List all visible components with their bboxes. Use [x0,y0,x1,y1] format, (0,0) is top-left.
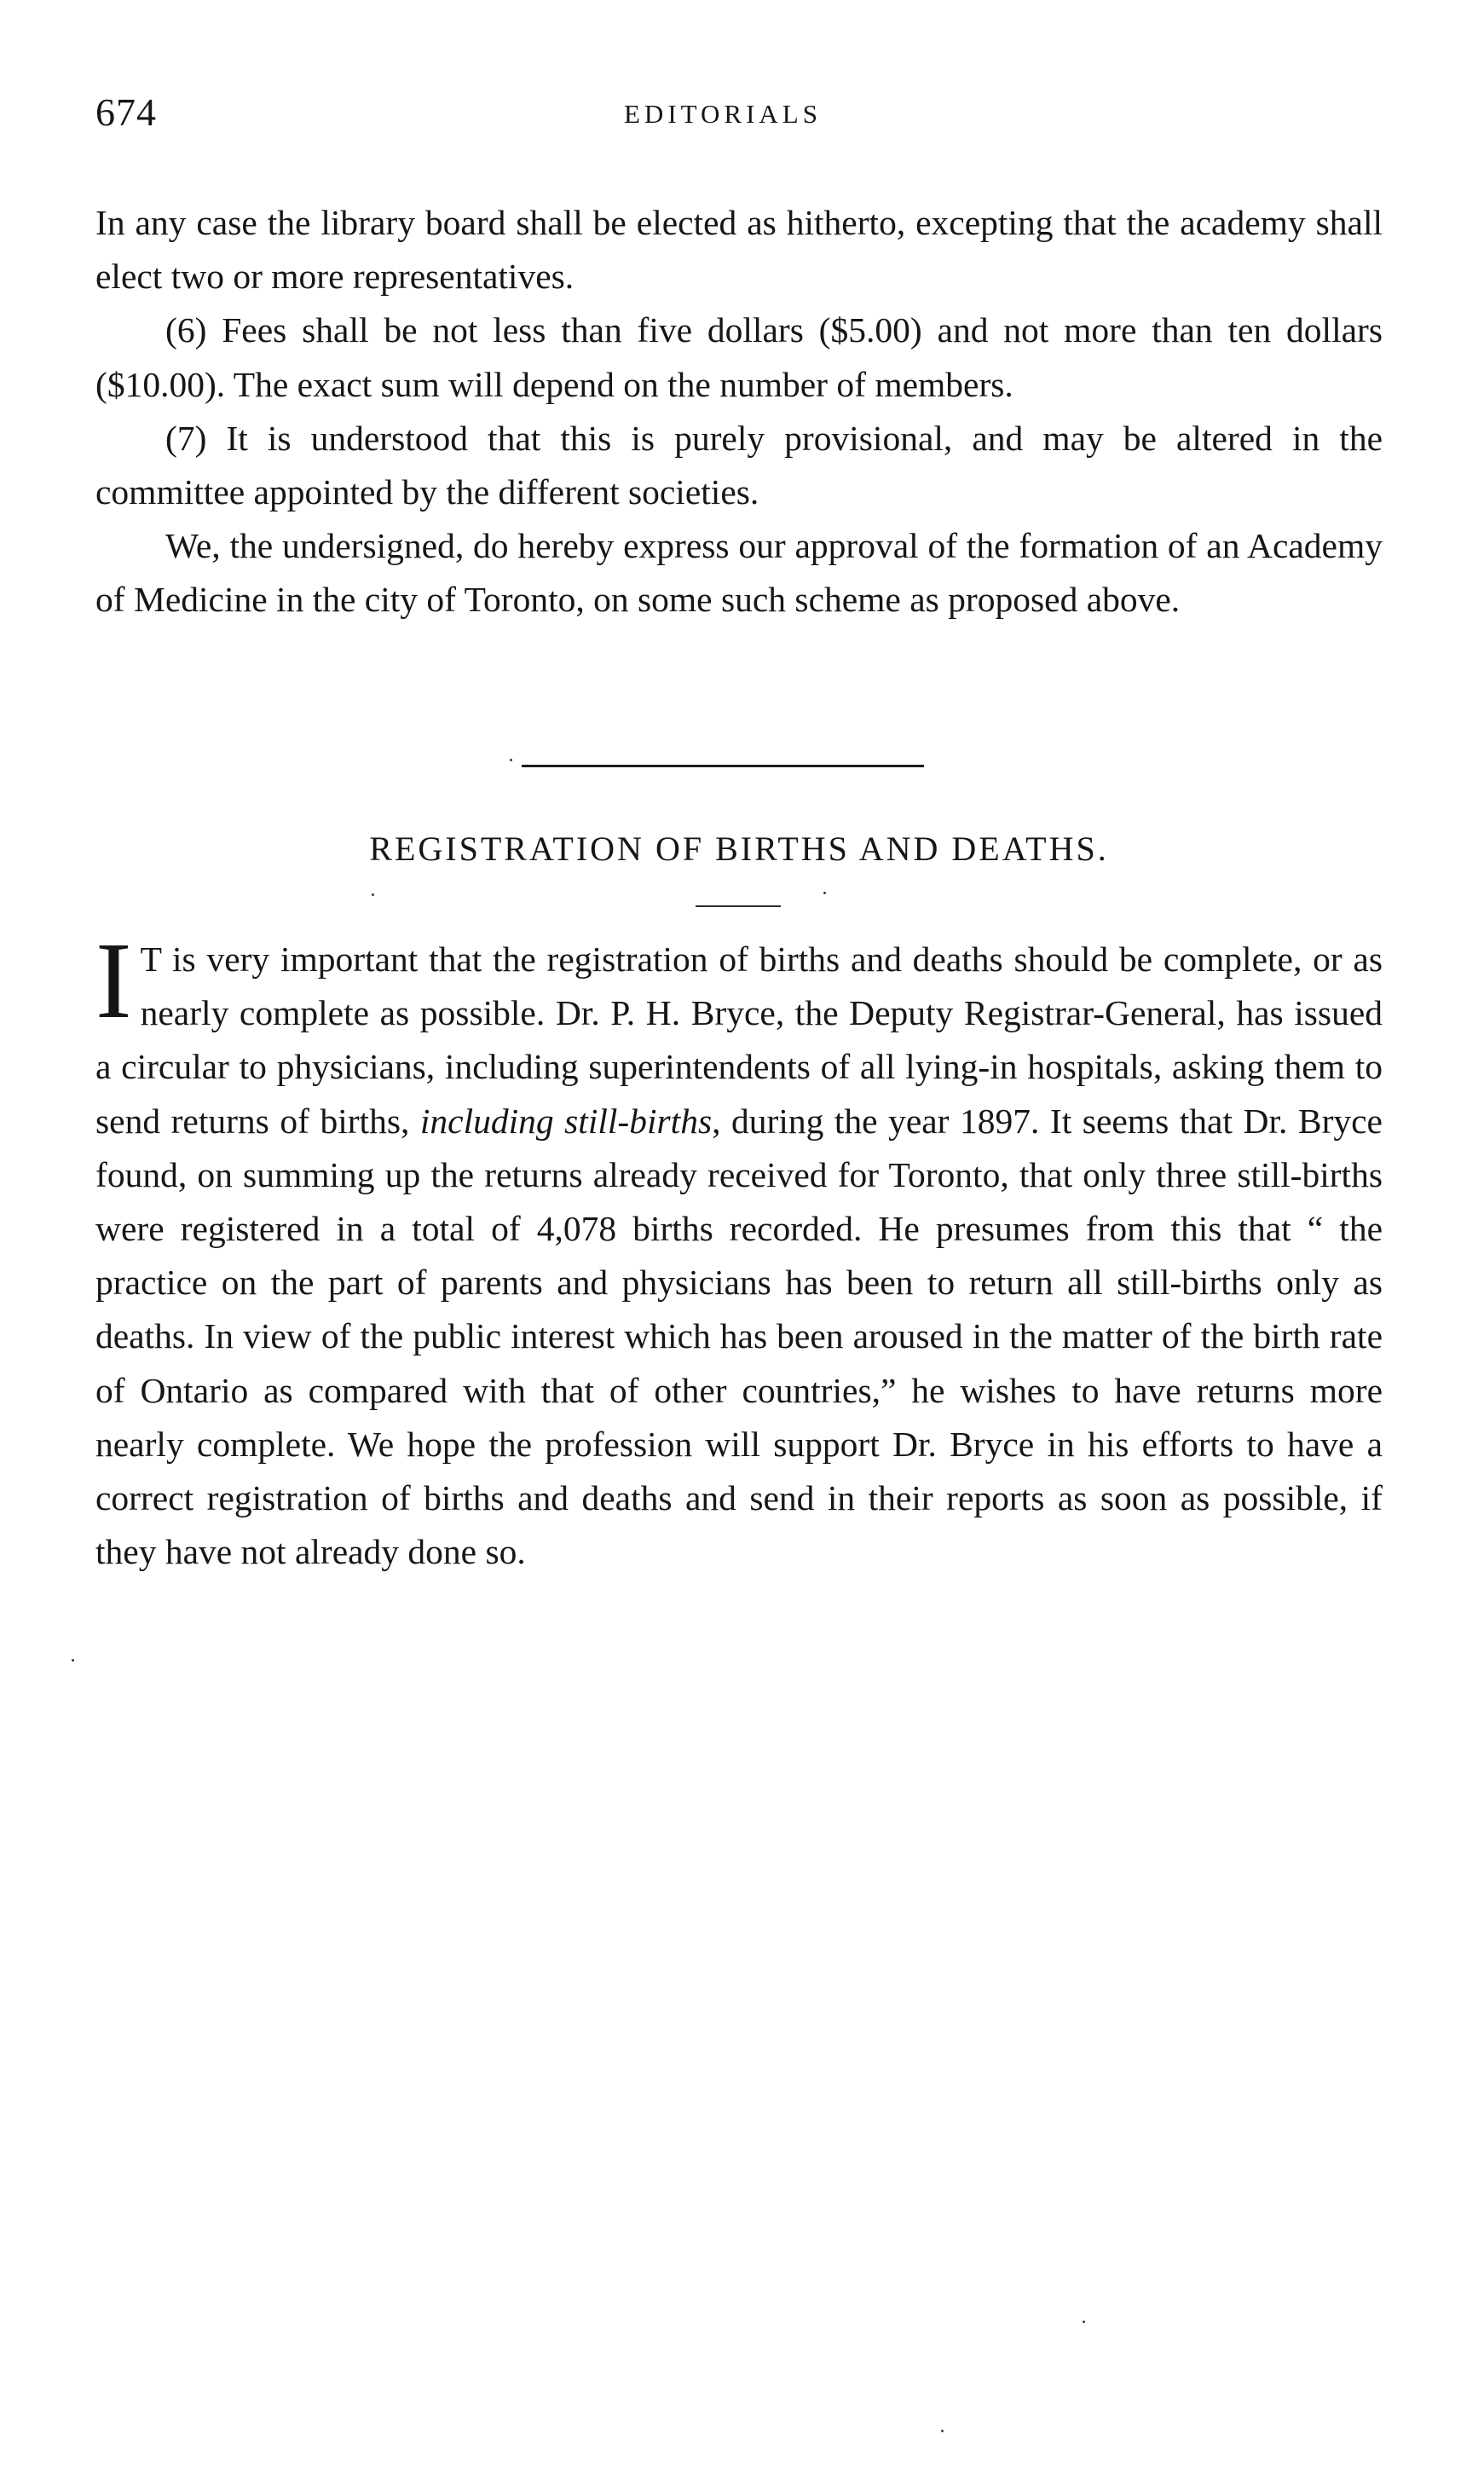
print-speck [510,759,512,761]
italic-phrase: including still-births [419,1101,713,1141]
print-speck [72,1659,74,1662]
registration-article [95,920,1383,1579]
heading-underline-rule [696,905,781,907]
running-title: EDITORIALS [624,99,822,129]
paragraph-provisional: (7) It is understood that this is purely provisional, and may be altered in the committee appointed by the different societies. [95,418,1383,512]
print-speck [1083,2321,1085,2323]
section-divider-rule [522,765,924,767]
continued-text-block [95,196,1383,627]
dropcap-letter: I [95,920,132,1041]
paragraph-fees: (6) Fees shall be not less than five dollars ($5.00) and not more than ten dollars ($10.00). The exact sum will depend on the number of members. [95,310,1383,404]
registration-paragraph [95,920,1383,1579]
print-speck [372,893,374,896]
article-text-start: T is very important that the registration of births and deaths should be complete, or as nearly complete as possible. Dr. P. H. Bryce, the Deputy Registrar-General, has issued a circular to physicians, including superintendents of all lying-in hospitals, asking them to send returns of births, [95,939,1383,1141]
section-heading: REGISTRATION OF BIRTHS AND DEATHS. [369,830,1109,868]
print-speck [823,892,826,894]
print-speck [941,2430,944,2432]
paragraph-approval: We, the undersigned, do hereby express our approval of the formation of an Academy of Medicine in the city of Toronto, on some such scheme as proposed above. [95,526,1383,620]
article-text-rest: , during the year 1897. It seems that Dr. Bryce found, on summing up the returns already received for Toronto, that only three still-births were registered in a total of 4,078 births recorded. He presumes from this that “ the practice on the part of parents and physicians has been to return all still-births only as deaths. In view of the public interest which has been aroused in the matter of the birth rate of Ontario as compared with that of other countries,” he wishes to have returns more nearly complete. We hope the profession will support Dr. Bryce in his efforts to have a correct registration of births and deaths and send in their reports as soon as possible, if they have not already done so. [95,1101,1383,1572]
running-head [95,87,1374,147]
paragraph-library-board: In any case the library board shall be elected as hitherto, excepting that the academy shall elect two or more representatives. [95,203,1383,297]
page-number: 674 [95,90,157,134]
